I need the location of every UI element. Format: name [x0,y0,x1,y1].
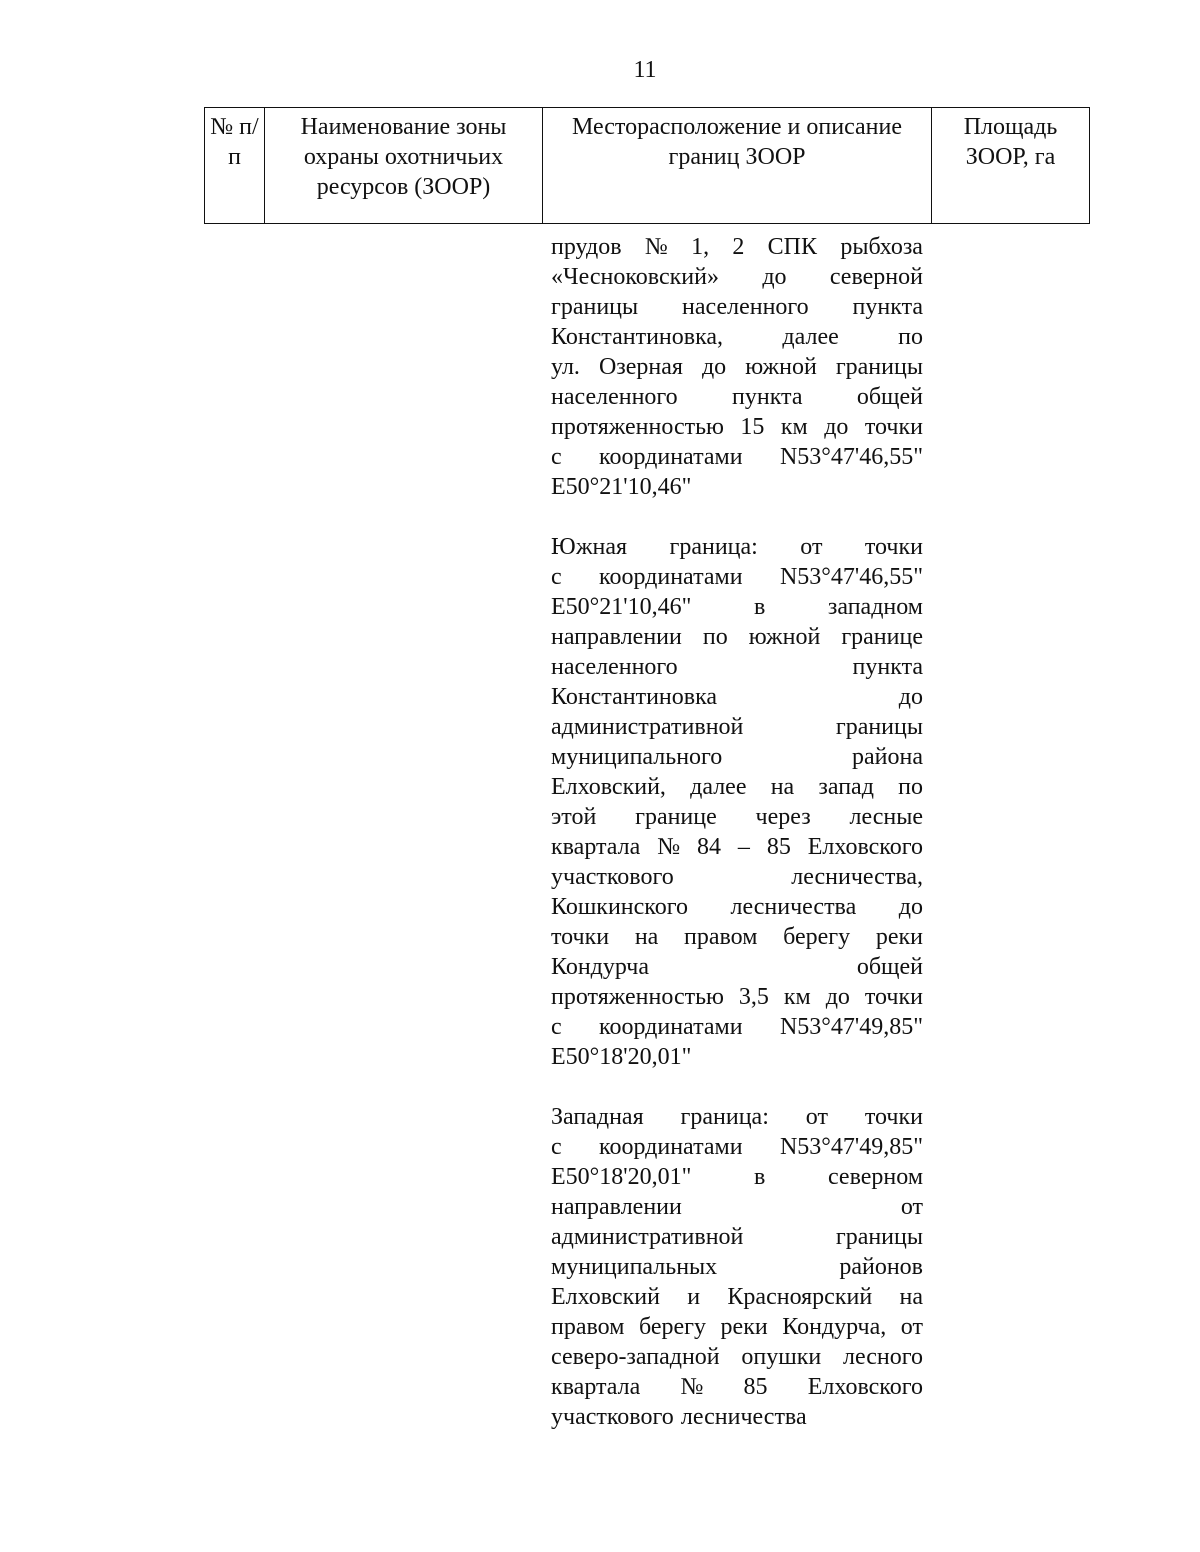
description-word: N53°47'49,85" [779,1134,923,1160]
description-word: от [900,1194,923,1220]
description-word: населенного [551,384,678,410]
page-number: 11 [633,57,657,83]
description-line [551,562,923,592]
description-word: 3,5 [738,984,769,1010]
description-word: административной [551,714,744,740]
description-word: от [805,1104,828,1130]
description-line [551,1012,923,1042]
description-word: – [737,834,750,860]
description-word: границы [551,294,639,320]
description-word: в [754,1164,766,1190]
description-word: N53°47'46,55" [779,444,923,470]
description-word: до [824,414,849,440]
description-word: км [780,414,808,440]
description-line [551,322,923,352]
header-col-name: Наименование зоны охраны охотничьих ресурсов (ЗООР) [265,108,543,224]
description-word: по [702,624,728,650]
description-word: координатами [599,1014,743,1040]
description-word: с [551,564,562,590]
description-word: Елховского [807,1374,923,1400]
description-word: № [680,1374,704,1400]
description-word: общей [856,384,923,410]
description-word: на [770,774,795,800]
description-word: Елховского [807,834,923,860]
description-word: координатами [599,1134,743,1160]
description-line [551,622,923,652]
description-word: направлении [551,1194,682,1220]
description-word: через [755,804,811,830]
description-word: пункта [852,294,923,320]
description-word: E50°21'10,46" [551,594,692,620]
description-word: общей [856,954,923,980]
description-line [551,1222,923,1252]
description-word: точки [864,1104,923,1130]
description-word: рыбхоза [840,234,923,260]
description-word: опушки [741,1344,822,1370]
description-line [551,982,923,1012]
description-word: реки [720,1314,768,1340]
description-line [551,1162,923,1192]
description-line [551,1282,923,1312]
description-word: по [898,774,923,800]
description-word: координатами [599,564,743,590]
description-line [551,292,923,322]
description-word: Константиновка, [551,324,724,350]
description-word: лесничества, [791,864,923,890]
description-word: далее [782,324,839,350]
description-line [551,922,923,952]
description-word: точки [864,534,923,560]
description-word: участкового [551,1404,674,1430]
description-word: № [644,234,668,260]
description-word: границы [835,1224,923,1250]
description-word: муниципального [551,744,723,770]
description-line [551,352,923,382]
description-line [551,712,923,742]
description-word: далее [690,774,747,800]
description-word: до [701,354,727,380]
description-word: координатами [599,444,743,470]
description-word: границе [841,624,923,650]
description-line [551,862,923,892]
description-word: реки [875,924,923,950]
description-word: на [634,924,659,950]
description-word: пункта [852,654,923,680]
header-col-location: Месторасположение и описание границ ЗООР [543,108,932,224]
description-word: административной [551,1224,744,1250]
description-word: южной [745,354,817,380]
description-line [551,742,923,772]
description-word: протяженностью [551,414,724,440]
description-word: 85 [743,1374,768,1400]
description-line [551,412,923,442]
description-line [551,892,923,922]
description-word: запад [818,774,874,800]
description-word: районов [839,1254,923,1280]
description-word: пункта [732,384,803,410]
description-word: правом [684,924,758,950]
description-word: Елховский [551,1284,660,1310]
description-word: на [899,1284,923,1310]
description-line [551,382,923,412]
description-word: квартала [551,834,641,860]
description-word: Константиновка [551,684,718,710]
description-word: E50°21'10,46" [551,474,692,500]
description-word: границы [835,714,923,740]
description-word: точки [551,924,610,950]
header-col-area: Площадь ЗООР, га [932,108,1090,224]
description-word: муниципальных [551,1254,718,1280]
description-word: 2 [732,234,745,260]
description-word: лесничества [680,1404,807,1430]
description-line [551,442,923,472]
description-line [551,1402,923,1432]
description-word: до [825,984,850,1010]
description-word: Западная [551,1104,644,1130]
description-word: направлении [551,624,682,650]
description-word: точки [864,414,923,440]
description-word: до [898,894,923,920]
description-word: E50°18'20,01" [551,1044,692,1070]
description-word: до [898,684,923,710]
description-line [551,1252,923,1282]
description-word: правом [551,1314,625,1340]
description-word: границы [835,354,923,380]
description-line [551,652,923,682]
description-word: ул. [551,354,580,380]
description-word: протяженностью [551,984,724,1010]
description-word: с [551,1134,562,1160]
description-word: Озерная [598,354,683,380]
description-word: Елховский, [551,774,666,800]
description-word: 85 [766,834,791,860]
description-word: в [753,594,766,620]
description-word: № [657,834,681,860]
description-word: от [800,534,823,560]
description-word: «Чесноковский» [551,264,719,290]
description-word: Кондурча [551,954,649,980]
description-paragraph [551,532,923,1072]
table-header [204,107,1090,224]
description-word: Красноярский [727,1284,873,1310]
description-word: Кондурча, [782,1314,887,1340]
description-line [551,1042,923,1072]
description-word: и [687,1284,701,1310]
description-word: берегу [783,924,851,950]
description-word: границе [635,804,717,830]
description-word: 84 [697,834,722,860]
description-line [551,1132,923,1162]
description-line [551,952,923,982]
description-line [551,592,923,622]
description-word: с [551,444,562,470]
description-word: граница: [680,1104,769,1130]
description-word: населенного [682,294,809,320]
description-word: с [551,1014,562,1040]
description-word: лесничества [730,894,857,920]
description-word: населенного [551,654,678,680]
description-word: лесные [849,804,923,830]
description-line [551,1342,923,1372]
description-paragraph [551,1102,923,1432]
description-word: берегу [638,1314,706,1340]
description-word: Кошкинского [551,894,688,920]
description-line [551,1372,923,1402]
boundary-description [551,232,923,1462]
description-word: по [898,324,923,350]
description-line [551,262,923,292]
description-line [551,832,923,862]
description-paragraph [551,232,923,502]
description-word: южной [748,624,821,650]
description-line [551,1192,923,1222]
description-word: западном [827,594,923,620]
description-word: квартала [551,1374,641,1400]
description-word: граница: [669,534,758,560]
description-line [551,532,923,562]
description-line [551,1102,923,1132]
description-line [551,1312,923,1342]
description-word: N53°47'49,85" [779,1014,923,1040]
description-line [551,472,923,502]
description-word: 15 [740,414,765,440]
description-word: северной [829,264,923,290]
description-word: Южная [551,534,628,560]
description-line [551,682,923,712]
description-line [551,232,923,262]
description-word: прудов [551,234,622,260]
description-word: км [783,984,811,1010]
description-line [551,772,923,802]
description-word: до [762,264,787,290]
description-word: точки [864,984,923,1010]
description-line [551,802,923,832]
description-word: N53°47'46,55" [779,564,923,590]
header-col-number: № п/п [205,108,265,224]
description-word: участкового [551,864,674,890]
description-word: 1, [691,234,710,260]
description-word: северном [827,1164,923,1190]
description-word: лесного [843,1344,923,1370]
description-word: района [852,744,923,770]
description-word: этой [551,804,597,830]
description-word: от [900,1314,923,1340]
description-word: СПК [767,234,818,260]
description-word: северо-западной [551,1344,720,1370]
description-word: E50°18'20,01" [551,1164,692,1190]
